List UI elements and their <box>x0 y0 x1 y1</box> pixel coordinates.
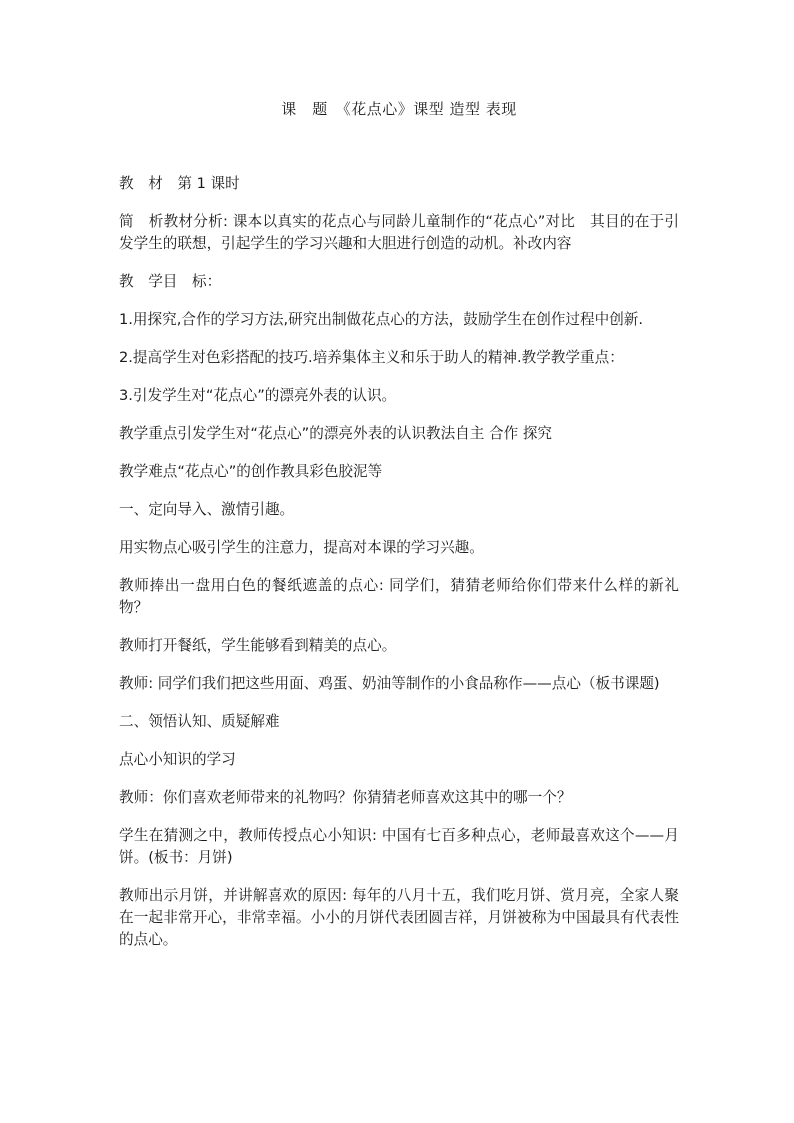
paragraph-intro-3: 教师打开餐纸，学生能够看到精美的点心。 <box>119 637 397 654</box>
paragraph-intro-1: 用实物点心吸引学生的注意力，提高对本课的学习兴趣。 <box>119 539 484 556</box>
paragraph-objective-1: 1.用探究,合作的学习方法,研究出制做花点心的方法，鼓励学生在创作过程中创新. <box>119 311 644 328</box>
paragraph-objective-2: 2.提高学生对色彩搭配的技巧.培养集体主义和乐于助人的精神.教学教学重点： <box>119 349 624 366</box>
paragraph-knowledge-heading: 点心小知识的学习 <box>119 751 236 768</box>
paragraph-key-points: 教学重点引发学生对“花点心”的漂亮外表的认识教法自主 合作 探究 <box>119 425 553 442</box>
paragraph-intro-4: 教师: 同学们我们把这些用面、鸡蛋、奶油等制作的小食品称作——点心（板书课题) <box>119 675 660 692</box>
paragraph-section-1-heading: 一、定向导入、激情引趣。 <box>119 501 295 518</box>
paragraph-knowledge-3: 教师出示月饼，并讲解喜欢的原因: 每年的八月十五，我们吃月饼、赏月亮，全家人聚在一起非常开心，非常幸福。小小的月饼代表团圆吉祥，月饼被称为中国最具有代表性的点心。 <box>119 887 679 948</box>
paragraph-analysis: 简 析教材分析: 课本以真实的花点心与同龄儿童制作的“花点心”对比 其目的在于引发学生的联想，引起学生的学习兴趣和大胆进行创造的动机。补改内容 <box>119 213 679 252</box>
paragraph-textbook: 教 材 第 1 课时 <box>119 175 240 192</box>
paragraph-intro-2: 教师捧出一盘用白色的餐纸遮盖的点心: 同学们，猜猜老师给你们带来什么样的新礼物？ <box>119 577 679 616</box>
paragraph-objectives-heading: 教 学目 标： <box>119 273 222 290</box>
paragraph-knowledge-2: 学生在猜测之中，教师传授点心小知识: 中国有七百多种点心，老师最喜欢这个——月饼。(板书：月饼) <box>119 827 679 866</box>
paragraph-objective-3: 3.引发学生对“花点心”的漂亮外表的认识。 <box>119 387 397 404</box>
paragraph-knowledge-1: 教师：你们喜欢老师带来的礼物吗？你猜猜老师喜欢这其中的哪一个？ <box>119 789 572 806</box>
lesson-title: 课 题 《花点心》课型 造型 表现 <box>281 100 517 118</box>
document-body <box>119 98 679 967</box>
paragraph-difficult-points: 教学难点“花点心”的创作教具彩色胶泥等 <box>119 463 383 480</box>
paragraph-section-2-heading: 二、领悟认知、质疑解难 <box>119 713 280 730</box>
